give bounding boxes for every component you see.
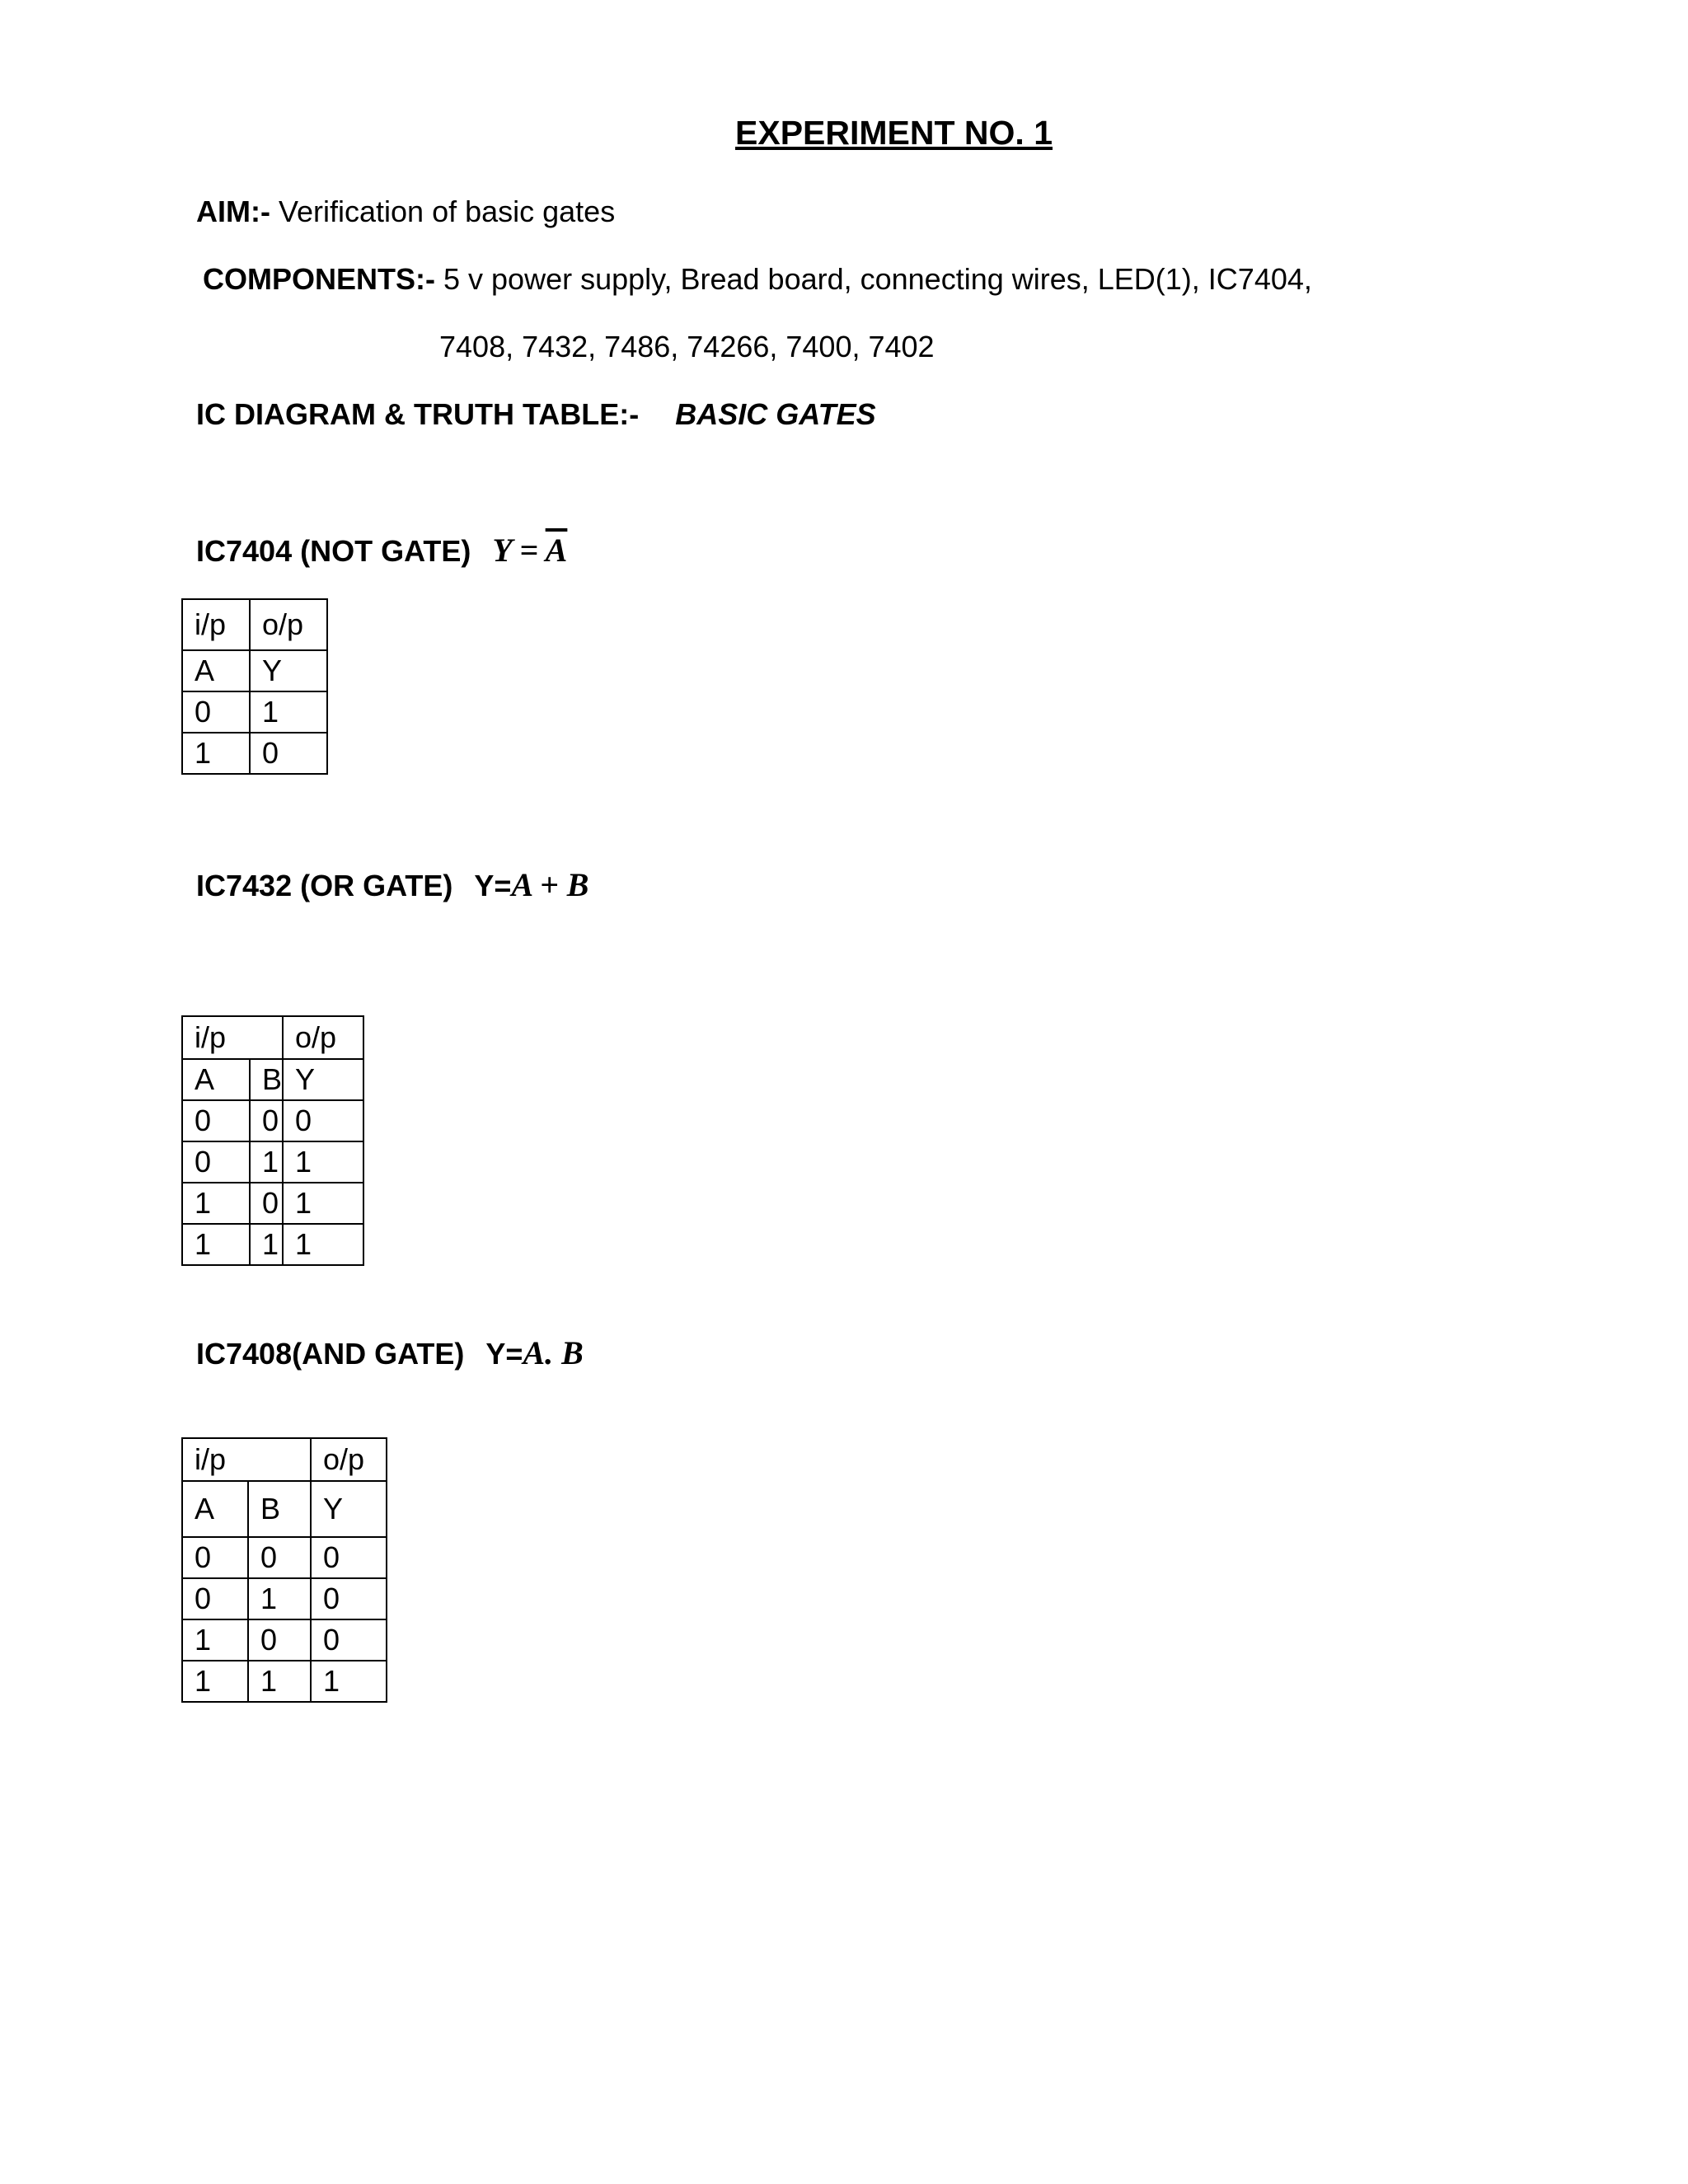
table-cell: 1 — [283, 1183, 363, 1224]
table-cell: 1 — [248, 1661, 311, 1702]
or-gate-title: IC7432 (OR GATE) — [196, 869, 453, 902]
and-eq-prefix: Y= — [485, 1337, 523, 1371]
table-cell: 0 — [250, 733, 327, 774]
table-cell: 0 — [311, 1619, 387, 1661]
table-cell: 1 — [248, 1578, 311, 1619]
table-cell: o/p — [283, 1016, 363, 1059]
table-cell: 0 — [283, 1100, 363, 1141]
or-eq-expr: A + B — [511, 866, 589, 903]
or-eq-prefix: Y= — [474, 869, 512, 902]
table-cell: 0 — [182, 1141, 250, 1183]
table-row — [182, 1100, 363, 1141]
table-cell: A — [182, 650, 250, 691]
basic-gates-label: BASIC GATES — [675, 397, 876, 431]
not-gate-heading — [196, 531, 567, 569]
not-eq-lhs: Y = — [492, 532, 546, 569]
table-cell: o/p — [311, 1438, 387, 1481]
aim-label: AIM:- — [196, 194, 270, 228]
table-cell: 0 — [182, 691, 250, 733]
table-cell: 1 — [250, 1141, 283, 1183]
table-cell: A — [182, 1481, 248, 1537]
table-cell: B — [250, 1059, 283, 1100]
components-label: COMPONENTS:- — [203, 262, 435, 296]
and-truth-table — [181, 1437, 387, 1703]
table-cell: i/p — [182, 1016, 283, 1059]
table-cell: 1 — [283, 1224, 363, 1265]
table-cell: 1 — [250, 1224, 283, 1265]
table-cell: B — [248, 1481, 311, 1537]
not-truth-table — [181, 598, 328, 775]
aim-text: Verification of basic gates — [270, 194, 616, 228]
table-cell: 0 — [248, 1537, 311, 1578]
table-cell: 1 — [182, 733, 250, 774]
table-cell: 1 — [182, 1619, 248, 1661]
table-cell: 1 — [311, 1661, 387, 1702]
ic-diagram-label: IC DIAGRAM & TRUTH TABLE:- — [196, 397, 640, 431]
table-cell: A — [182, 1059, 250, 1100]
and-gate-heading — [196, 1333, 584, 1372]
table-cell: Y — [250, 650, 327, 691]
components-text: 5 v power supply, Bread board, connecting wires, LED(1), IC7404, — [435, 262, 1312, 296]
table-cell: 1 — [283, 1141, 363, 1183]
or-truth-table — [181, 1015, 364, 1266]
table-cell: Y — [283, 1059, 363, 1100]
table-cell: 0 — [182, 1578, 248, 1619]
table-cell: 0 — [248, 1619, 311, 1661]
table-row — [182, 733, 327, 774]
table-cell: o/p — [250, 599, 327, 650]
table-cell: 0 — [250, 1100, 283, 1141]
table-row — [182, 1619, 387, 1661]
table-cell: i/p — [182, 599, 250, 650]
table-cell: 0 — [250, 1183, 283, 1224]
table-cell: 0 — [311, 1537, 387, 1578]
table-cell: 0 — [182, 1537, 248, 1578]
table-cell: Y — [311, 1481, 387, 1537]
table-cell: 1 — [182, 1224, 250, 1265]
aim-line — [196, 194, 615, 229]
table-cell: 1 — [250, 691, 327, 733]
components-line — [203, 262, 1312, 297]
table-cell: 0 — [182, 1100, 250, 1141]
table-cell: 0 — [311, 1578, 387, 1619]
not-eq-bar: $\overline{A}$ — [545, 532, 568, 569]
table-row — [182, 691, 327, 733]
table-header-row — [182, 1059, 363, 1100]
table-row — [182, 1224, 363, 1265]
table-header-row — [182, 650, 327, 691]
ic-diagram-heading — [196, 397, 876, 432]
table-row — [182, 1141, 363, 1183]
table-row — [182, 1183, 363, 1224]
page-title: EXPERIMENT NO. 1 — [735, 114, 1053, 152]
table-row — [182, 1537, 387, 1578]
table-cell: 1 — [182, 1661, 248, 1702]
table-cell: i/p — [182, 1438, 311, 1481]
not-gate-equation — [492, 532, 567, 569]
table-row — [182, 1578, 387, 1619]
or-gate-heading — [196, 865, 588, 904]
table-header-group — [182, 1016, 363, 1059]
and-eq-expr: A. B — [523, 1334, 584, 1371]
table-row — [182, 1661, 387, 1702]
table-cell: 1 — [182, 1183, 250, 1224]
not-gate-title: IC7404 (NOT GATE) — [196, 534, 471, 568]
and-gate-title: IC7408(AND GATE) — [196, 1337, 465, 1371]
table-header-group — [182, 1438, 387, 1481]
table-header-group — [182, 599, 327, 650]
components-line-2: 7408, 7432, 7486, 74266, 7400, 7402 — [439, 330, 935, 363]
table-header-row — [182, 1481, 387, 1537]
